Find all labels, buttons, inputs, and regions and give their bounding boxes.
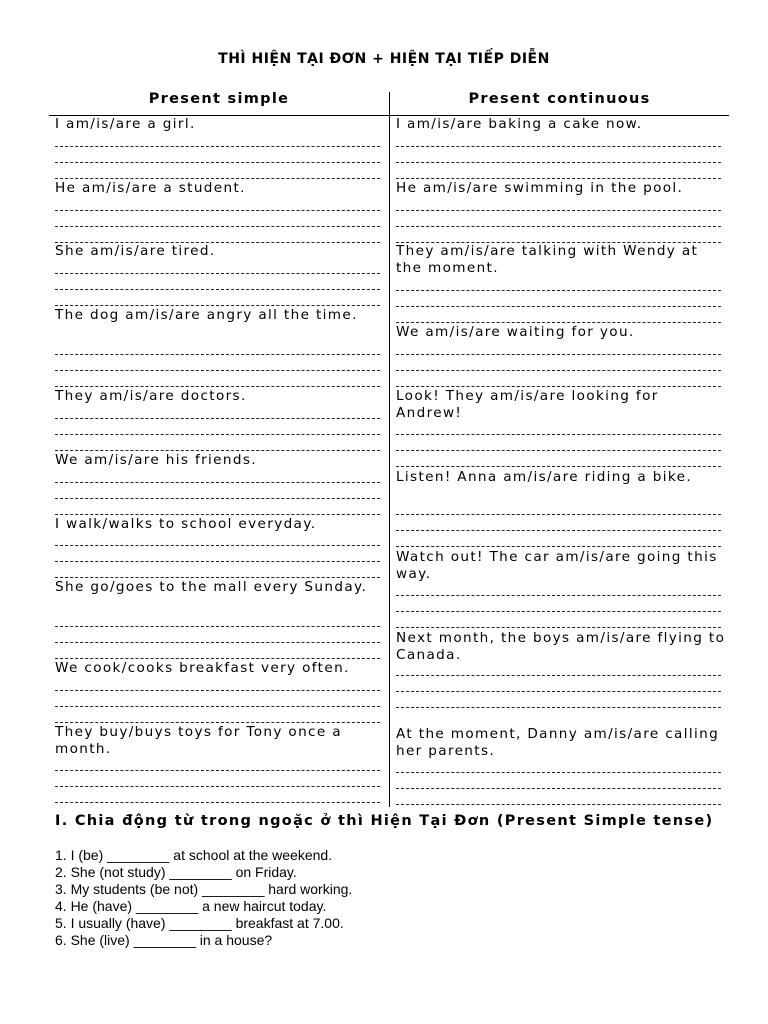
answer-line <box>55 545 380 546</box>
answer-line <box>396 178 721 179</box>
answer-line <box>55 642 380 643</box>
left-cell-7 <box>55 516 385 533</box>
left-cell-text: He am/is/are a student. <box>55 180 246 196</box>
answer-line <box>396 530 721 531</box>
answer-line <box>396 370 721 371</box>
answer-line <box>396 675 721 676</box>
answer-line <box>55 802 380 803</box>
answer-line <box>55 786 380 787</box>
answer-line <box>55 162 380 163</box>
exercise-item-1: 1. I (be) ________ at school at the weekend. <box>55 847 333 863</box>
right-cell-5 <box>396 388 726 422</box>
right-cell-1 <box>396 116 726 133</box>
right-cell-3 <box>396 243 726 277</box>
right-cell-text: They am/is/are talking with Wendy at the moment. <box>396 243 699 276</box>
answer-line <box>396 772 721 773</box>
answer-line <box>55 770 380 771</box>
exercise-item-4: 4. He (have) ________ a new haircut today. <box>55 898 327 914</box>
answer-line <box>396 306 721 307</box>
right-cell-text: Listen! Anna am/is/are riding a bike. <box>396 469 693 485</box>
left-cell-1 <box>55 116 385 133</box>
right-cell-text: Watch out! The car am/is/are going this way. <box>396 549 718 582</box>
answer-line <box>396 290 721 291</box>
answer-line <box>396 162 721 163</box>
answer-line <box>396 788 721 789</box>
answer-line <box>55 498 380 499</box>
right-cell-text: We am/is/are waiting for you. <box>396 324 635 340</box>
left-cell-9 <box>55 660 385 677</box>
worksheet-title: THÌ HIỆN TẠI ĐƠN + HIỆN TẠI TIẾP DIỄN <box>218 51 550 67</box>
column-header-present-continuous: Present continuous <box>468 91 651 107</box>
answer-line <box>55 289 380 290</box>
answer-line <box>55 658 380 659</box>
left-cell-text: We am/is/are his friends. <box>55 452 257 468</box>
answer-line <box>55 305 380 306</box>
answer-line <box>396 466 721 467</box>
answer-line <box>396 627 721 628</box>
answer-line <box>396 354 721 355</box>
exercise-item-3: 3. My students (be not) ________ hard working. <box>55 881 353 897</box>
answer-line <box>396 210 721 211</box>
right-cell-text: Look! They am/is/are looking for Andrew! <box>396 388 659 421</box>
answer-line <box>396 450 721 451</box>
answer-line <box>396 514 721 515</box>
left-cell-text: We cook/cooks breakfast very often. <box>55 660 350 676</box>
right-cell-text: Next month, the boys am/is/are flying to Canada. <box>396 630 726 663</box>
left-cell-3 <box>55 243 385 260</box>
answer-line <box>396 226 721 227</box>
answer-line <box>55 210 380 211</box>
right-cell-text: At the moment, Danny am/is/are calling her parents. <box>396 726 720 759</box>
answer-line <box>396 146 721 147</box>
answer-line <box>55 706 380 707</box>
answer-line <box>55 370 380 371</box>
right-cell-7 <box>396 549 726 583</box>
right-cell-9 <box>396 726 726 760</box>
answer-line <box>55 273 380 274</box>
left-cell-5 <box>55 388 385 405</box>
column-header-present-simple: Present simple <box>148 91 290 107</box>
right-cell-8 <box>396 630 726 664</box>
left-cell-text: I am/is/are a girl. <box>55 116 196 132</box>
answer-line <box>396 546 721 547</box>
answer-line <box>396 434 721 435</box>
left-cell-text: She am/is/are tired. <box>55 243 216 259</box>
left-cell-2 <box>55 180 385 197</box>
answer-line <box>396 707 721 708</box>
exercise-item-2: 2. She (not study) ________ on Friday. <box>55 864 297 880</box>
answer-line <box>55 354 380 355</box>
left-cell-text: They buy/buys toys for Tony once a month. <box>55 724 342 757</box>
answer-line <box>55 146 380 147</box>
left-cell-text: They am/is/are doctors. <box>55 388 247 404</box>
left-cell-text: I walk/walks to school everyday. <box>55 516 317 532</box>
answer-line <box>55 722 380 723</box>
answer-line <box>55 482 380 483</box>
answer-line <box>55 690 380 691</box>
exercise-item-5: 5. I usually (have) ________ breakfast at 7.00. <box>55 915 344 931</box>
right-cell-4 <box>396 324 726 341</box>
answer-line <box>396 804 721 805</box>
answer-line <box>396 691 721 692</box>
answer-line <box>55 626 380 627</box>
left-cell-text: She go/goes to the mall every Sunday. <box>55 579 368 595</box>
exercise-item-6: 6. She (live) ________ in a house? <box>55 932 273 948</box>
answer-line <box>396 242 721 243</box>
left-cell-4 <box>55 307 385 324</box>
answer-line <box>396 322 721 323</box>
table-column-divider <box>389 92 390 807</box>
answer-line <box>396 595 721 596</box>
answer-line <box>55 514 380 515</box>
left-cell-text: The dog am/is/are angry all the time. <box>55 307 358 323</box>
left-cell-8 <box>55 579 385 596</box>
answer-line <box>55 386 380 387</box>
answer-line <box>55 450 380 451</box>
right-cell-6 <box>396 469 726 486</box>
answer-line <box>396 611 721 612</box>
right-cell-2 <box>396 180 726 197</box>
answer-line <box>396 386 721 387</box>
left-cell-6 <box>55 452 385 469</box>
answer-line <box>55 226 380 227</box>
answer-line <box>55 242 380 243</box>
answer-line <box>55 178 380 179</box>
answer-line <box>55 418 380 419</box>
left-cell-10 <box>55 724 385 758</box>
right-cell-text: I am/is/are baking a cake now. <box>396 116 643 132</box>
right-cell-text: He am/is/are swimming in the pool. <box>396 180 684 196</box>
answer-line <box>55 561 380 562</box>
answer-line <box>55 434 380 435</box>
answer-line <box>55 577 380 578</box>
section-title: I. Chia động từ trong ngoặc ở thì Hiện Tại Đơn (Present Simple tense) <box>55 813 714 829</box>
